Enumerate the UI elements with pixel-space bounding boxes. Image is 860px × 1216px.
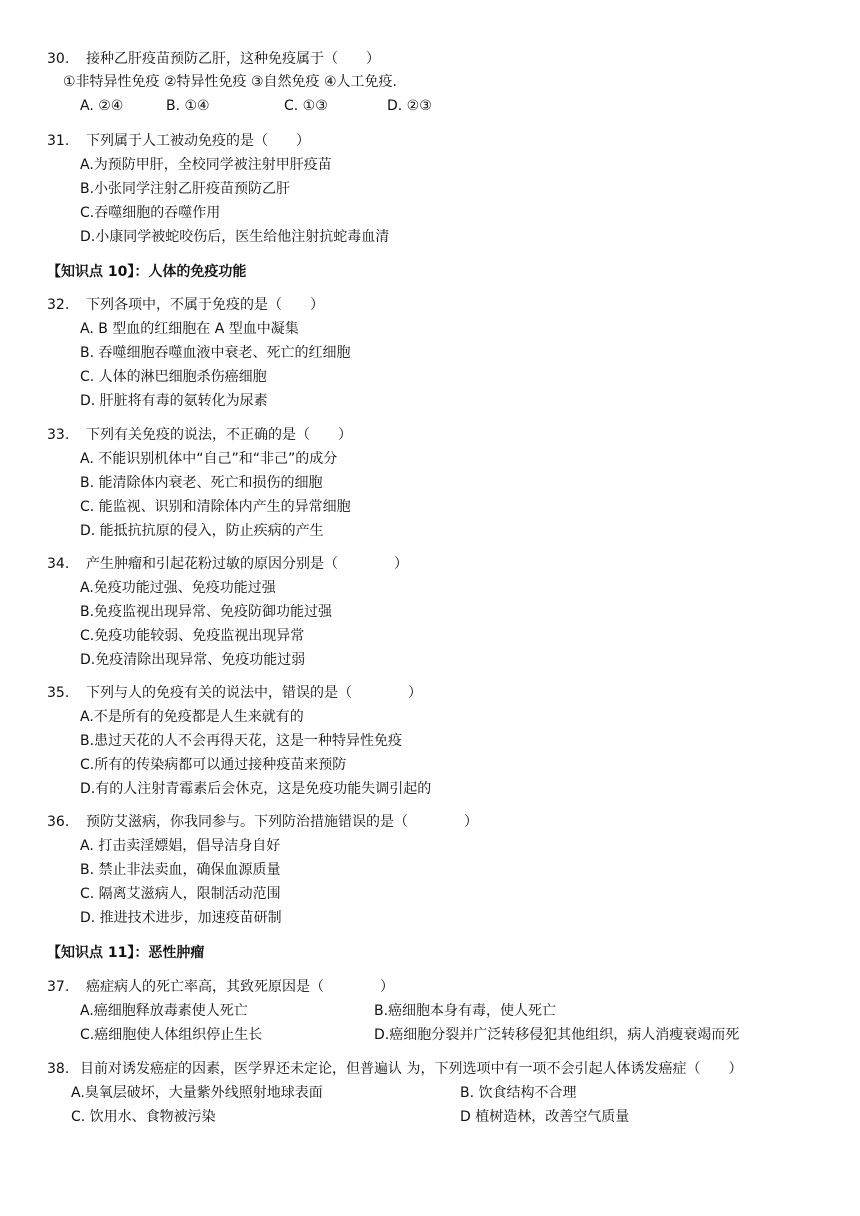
option-b: B. 吞噬细胞吞噬血液中衰老、死亡的红细胞	[80, 345, 351, 361]
question-stem: 目前对诱发癌症的因素，医学界还未定论，但普遍认 为，下列选项中有一项不会引起人体诱发癌症（ ）	[80, 1061, 743, 1077]
question-stem: 癌症病人的死亡率高，其致死原因是（ ）	[86, 979, 394, 995]
option-c: C.吞噬细胞的吞噬作用	[80, 205, 221, 221]
option-a: A.臭氧层破坏，大量紫外线照射地球表面	[71, 1085, 323, 1101]
section-heading: 【知识点 10】：人体的免疫功能	[47, 264, 247, 280]
option-a: A.不是所有的免疫都是人生来就有的	[80, 709, 304, 725]
question-number: 34.	[47, 556, 70, 572]
option-d: D. 肝脏将有毒的氨转化为尿素	[80, 393, 268, 409]
section-heading: 【知识点 11】：恶性肿瘤	[47, 945, 205, 961]
question-stem: 下列有关免疫的说法，不正确的是（ ）	[86, 427, 352, 443]
option-d: D.有的人注射青霉素后会休克，这是免疫功能失调引起的	[80, 781, 432, 797]
option-b: B.免疫监视出现异常、免疫防御功能过强	[80, 604, 333, 620]
question-number: 38.	[47, 1061, 70, 1077]
question-number: 32.	[47, 297, 70, 313]
question-stem: 下列属于人工被动免疫的是（ ）	[86, 133, 310, 149]
option-a: A.癌细胞释放毒素使人死亡	[80, 1003, 248, 1019]
question-stem: 下列各项中，不属于免疫的是（ ）	[86, 297, 324, 313]
option-d: D. 能抵抗抗原的侵入，防止疾病的产生	[80, 523, 324, 539]
option-b: B. 饮食结构不合理	[460, 1085, 577, 1101]
option-a: A. ②④	[80, 98, 124, 114]
option-a: A. B 型血的红细胞在 A 型血中凝集	[80, 321, 299, 337]
option-c: C. 人体的淋巴细胞杀伤癌细胞	[80, 369, 267, 385]
question-stem: 接种乙肝疫苗预防乙肝，这种免疫属于（ ）	[86, 51, 380, 67]
option-c: C. 隔离艾滋病人，限制活动范围	[80, 886, 281, 902]
option-b: B.癌细胞本身有毒，使人死亡	[374, 1003, 557, 1019]
question-stem: 预防艾滋病，你我同参与。下列防治措施错误的是（ ）	[86, 814, 478, 830]
option-d: D.癌细胞分裂并广泛转移侵犯其他组织，病人消瘦衰竭而死	[374, 1027, 740, 1043]
option-a: A.免疫功能过强、免疫功能过强	[80, 580, 276, 596]
option-b: B.患过天花的人不会再得天花，这是一种特异性免疫	[80, 733, 403, 749]
option-d: D. ②③	[387, 98, 432, 114]
option-c: C. 饮用水、食物被污染	[71, 1109, 216, 1125]
option-c: C.所有的传染病都可以通过接种疫苗来预防	[80, 757, 347, 773]
question-number: 36.	[47, 814, 70, 830]
question-stem: 下列与人的免疫有关的说法中，错误的是（ ）	[86, 685, 422, 701]
question-stem: 产生肿瘤和引起花粉过敏的原因分别是（ ）	[86, 556, 408, 572]
option-b: B. 能清除体内衰老、死亡和损伤的细胞	[80, 475, 323, 491]
option-b: B.小张同学注射乙肝疫苗预防乙肝	[80, 181, 291, 197]
option-c: C. 能监视、识别和清除体内产生的异常细胞	[80, 499, 351, 515]
question-number: 33.	[47, 427, 70, 443]
question-number: 30.	[47, 51, 70, 67]
option-b: B. 禁止非法卖血，确保血源质量	[80, 862, 281, 878]
question-sub-options: ①非特异性免疫 ②特异性免疫 ③自然免疫 ④人工免疫.	[63, 74, 398, 90]
option-d: D.小康同学被蛇咬伤后，医生给他注射抗蛇毒血清	[80, 229, 390, 245]
question-number: 35.	[47, 685, 70, 701]
option-b: B. ①④	[166, 98, 210, 114]
option-d: D.免疫清除出现异常、免疫功能过弱	[80, 652, 306, 668]
option-a: A. 打击卖淫嫖娼，倡导洁身自好	[80, 838, 281, 854]
option-c: C.癌细胞使人体组织停止生长	[80, 1027, 263, 1043]
question-number: 31.	[47, 133, 70, 149]
option-a: A.为预防甲肝，全校同学被注射甲肝疫苗	[80, 157, 332, 173]
option-d: D 植树造林，改善空气质量	[460, 1109, 630, 1125]
option-d: D. 推进技术进步，加速疫苗研制	[80, 910, 282, 926]
option-a: A. 不能识别机体中“自己”和“非己”的成分	[80, 451, 338, 467]
option-c: C.免疫功能较弱、免疫监视出现异常	[80, 628, 305, 644]
option-c: C. ①③	[284, 98, 328, 114]
question-number: 37.	[47, 979, 70, 995]
